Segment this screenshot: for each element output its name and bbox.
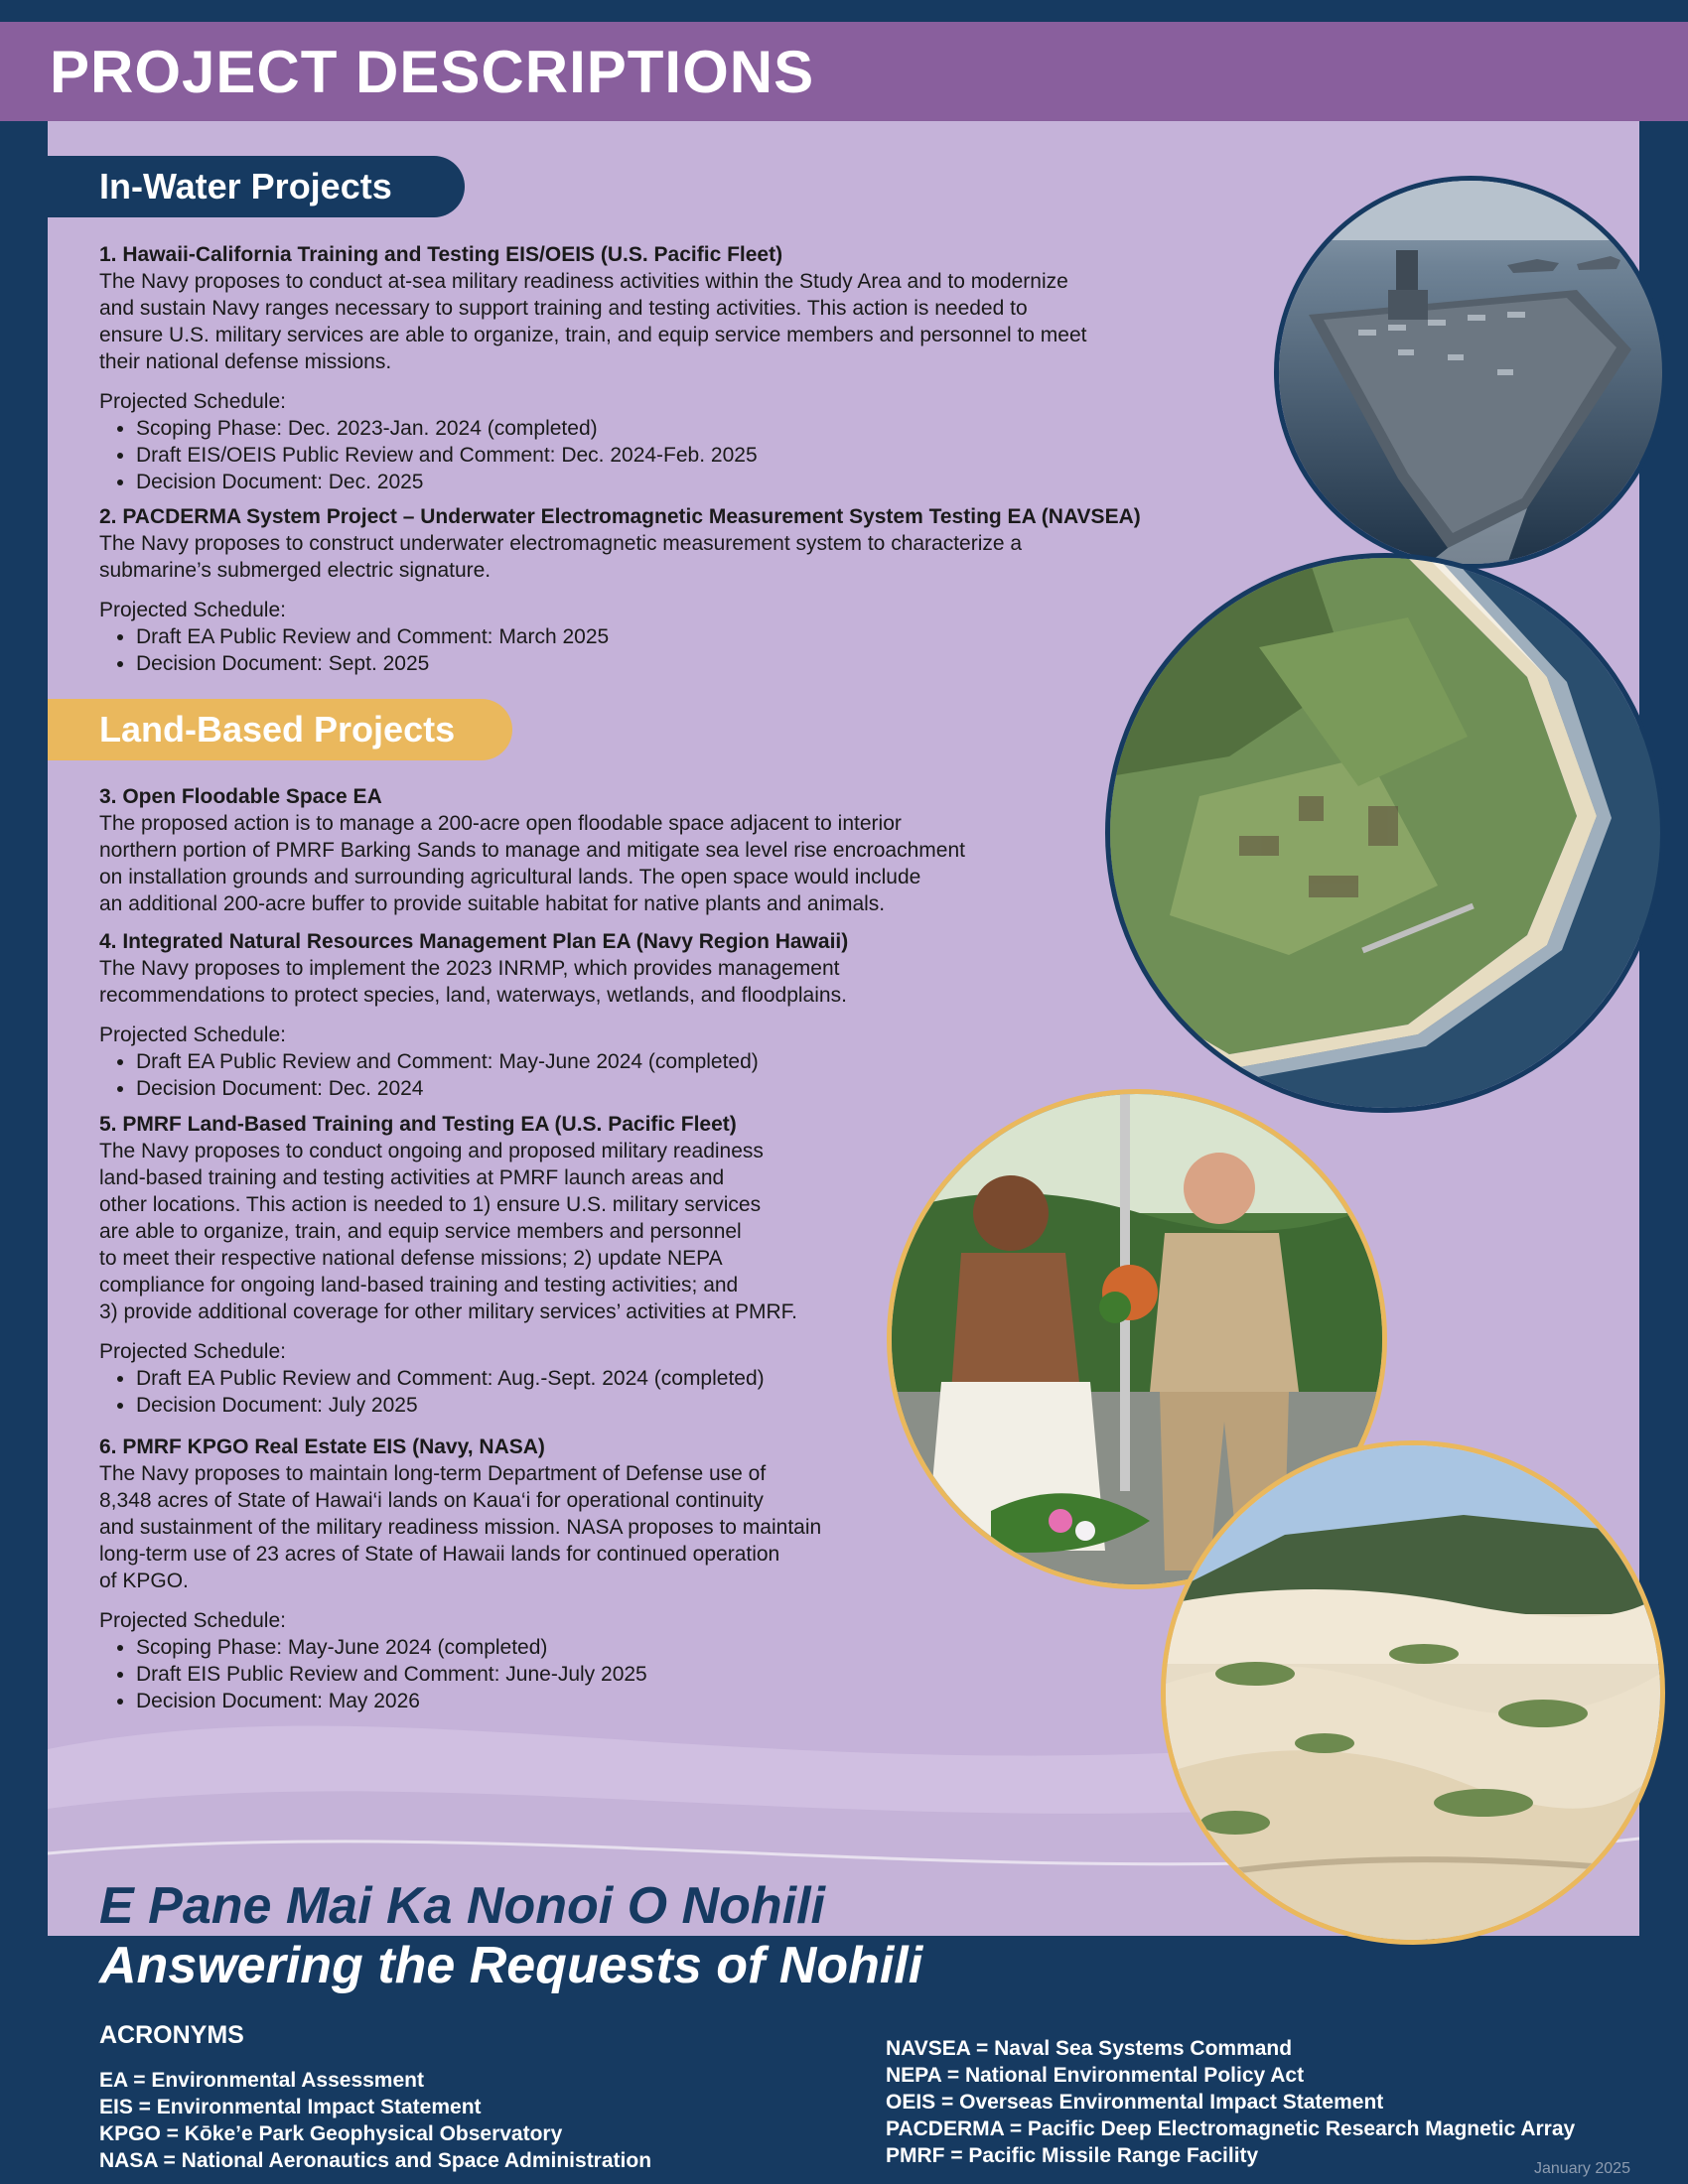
schedule-list (99, 1634, 821, 1714)
schedule-item: • Scoping Phase: May-June 2024 (completed) (136, 1634, 821, 1661)
description-line: The Navy proposes to implement the 2023 INRMP, which provides management (99, 957, 840, 980)
section-tab-land-based: Land-Based Projects (48, 699, 512, 760)
acronym-entry: NASA = National Aeronautics and Space Administration (99, 2149, 652, 2172)
description-line: 8,348 acres of State of Hawai‘i lands on Kaua‘i for operational continuity (99, 1489, 764, 1512)
project-title: 5. PMRF Land-Based Training and Testing EA (U.S. Pacific Fleet) (99, 1113, 737, 1136)
project-description (99, 810, 965, 917)
schedule-list (99, 1048, 848, 1102)
date-stamp: January 2025 (1534, 2160, 1630, 2177)
schedule-item: • Draft EA Public Review and Comment: Aug.-Sept. 2024 (completed) (136, 1365, 797, 1392)
schedule-item: • Decision Document: Dec. 2024 (136, 1075, 848, 1102)
acronym-entry: KPGO = Kōke’e Park Geophysical Observatory (99, 2122, 563, 2145)
aircraft-carrier-photo (1274, 176, 1667, 569)
description-line: and sustain Navy ranges necessary to support training and testing activities. This action is needed to (99, 297, 1028, 320)
schedule-label: Projected Schedule: (99, 599, 286, 621)
project-description (99, 268, 1087, 375)
schedule-item: • Draft EIS Public Review and Comment: June-July 2025 (136, 1661, 821, 1688)
project-title: 4. Integrated Natural Resources Management Plan EA (Navy Region Hawaii) (99, 930, 849, 953)
description-line: an additional 200-acre buffer to provide suitable habitat for native plants and animals. (99, 892, 886, 915)
description-line: The Navy proposes to conduct at-sea military readiness activities within the Study Area and to modernize (99, 270, 1068, 293)
sand-dunes-photo (1161, 1440, 1665, 1945)
schedule-item: • Draft EA Public Review and Comment: May-June 2024 (completed) (136, 1048, 848, 1075)
description-line: their national defense missions. (99, 350, 392, 373)
schedule-list (99, 415, 1087, 495)
description-line: The Navy proposes to construct underwater electromagnetic measurement system to characterize a (99, 532, 1023, 555)
project-description (99, 1138, 797, 1325)
schedule-item: • Draft EA Public Review and Comment: March 2025 (136, 623, 1141, 650)
description-line: and sustainment of the military readiness mission. NASA proposes to maintain (99, 1516, 822, 1539)
description-line: The Navy proposes to maintain long-term Department of Defense use of (99, 1462, 767, 1485)
project-title: 1. Hawaii-California Training and Testing EIS/OEIS (U.S. Pacific Fleet) (99, 243, 783, 266)
project-1 (99, 241, 1087, 495)
description-line: are able to organize, train, and equip service members and personnel (99, 1220, 742, 1243)
schedule-label: Projected Schedule: (99, 1609, 286, 1632)
schedule-list (99, 1365, 797, 1419)
slogan-hawaiian: E Pane Mai Ka Nonoi O Nohili (99, 1877, 825, 1935)
project-3 (99, 783, 965, 917)
schedule-list (99, 623, 1141, 677)
description-line: The proposed action is to manage a 200-acre open floodable space adjacent to interior (99, 812, 902, 835)
section-tab-in-water: In-Water Projects (48, 156, 465, 217)
schedule-item: • Decision Document: July 2025 (136, 1392, 797, 1419)
schedule-item: • Decision Document: Sept. 2025 (136, 650, 1141, 677)
schedule-item: • Decision Document: Dec. 2025 (136, 469, 1087, 495)
acronyms-right-column (886, 2035, 1575, 2169)
acronyms-heading: ACRONYMS (99, 2021, 244, 2049)
project-title: 3. Open Floodable Space EA (99, 785, 382, 808)
acronym-entry: EIS = Environmental Impact Statement (99, 2096, 482, 2118)
description-line: submarine’s submerged electric signature. (99, 559, 492, 582)
acronym-entry: OEIS = Overseas Environmental Impact Statement (886, 2091, 1384, 2114)
acronyms-left-column (99, 2067, 651, 2174)
description-line: of KPGO. (99, 1570, 189, 1592)
page-title: PROJECT DESCRIPTIONS (50, 39, 815, 105)
acronym-entry: PMRF = Pacific Missile Range Facility (886, 2144, 1259, 2167)
description-line: compliance for ongoing land-based training and testing activities; and (99, 1274, 739, 1297)
description-line: ensure U.S. military services are able to organize, train, and equip service members and personnel to meet (99, 324, 1087, 346)
project-5 (99, 1111, 797, 1419)
description-line: 3) provide additional coverage for other military services’ activities at PMRF. (99, 1300, 797, 1323)
slogan-english: Answering the Requests of Nohili (99, 1937, 923, 1994)
schedule-item: • Decision Document: May 2026 (136, 1688, 821, 1714)
description-line: northern portion of PMRF Barking Sands to manage and mitigate sea level rise encroachment (99, 839, 965, 862)
description-line: to meet their respective national defense missions; 2) update NEPA (99, 1247, 723, 1270)
acronym-entry: EA = Environmental Assessment (99, 2069, 424, 2092)
schedule-item: • Scoping Phase: Dec. 2023-Jan. 2024 (completed) (136, 415, 1087, 442)
description-line: land-based training and testing activities at PMRF launch areas and (99, 1166, 725, 1189)
project-description (99, 1460, 821, 1594)
description-line: The Navy proposes to conduct ongoing and proposed military readiness (99, 1140, 764, 1162)
project-2 (99, 503, 1141, 677)
project-description (99, 955, 848, 1009)
project-description (99, 530, 1141, 584)
description-line: recommendations to protect species, land, waterways, wetlands, and floodplains. (99, 984, 847, 1007)
project-6 (99, 1433, 821, 1714)
description-line: other locations. This action is needed to 1) ensure U.S. military services (99, 1193, 762, 1216)
project-title: 2. PACDERMA System Project – Underwater Electromagnetic Measurement System Testing EA (NAVSEA) (99, 505, 1141, 528)
description-line: long-term use of 23 acres of State of Hawaii lands for continued operation (99, 1543, 780, 1566)
schedule-item: • Draft EIS/OEIS Public Review and Comment: Dec. 2024-Feb. 2025 (136, 442, 1087, 469)
acronym-entry: NAVSEA = Naval Sea Systems Command (886, 2037, 1293, 2060)
aerial-island-photo (1105, 553, 1665, 1113)
project-title: 6. PMRF KPGO Real Estate EIS (Navy, NASA) (99, 1435, 545, 1458)
schedule-label: Projected Schedule: (99, 1024, 286, 1046)
acronym-entry: NEPA = National Environmental Policy Act (886, 2064, 1305, 2087)
schedule-label: Projected Schedule: (99, 1340, 286, 1363)
project-4 (99, 928, 848, 1102)
description-line: on installation grounds and surrounding agricultural lands. The open space would include (99, 866, 921, 888)
acronym-entry: PACDERMA = Pacific Deep Electromagnetic Research Magnetic Array (886, 2117, 1576, 2140)
schedule-label: Projected Schedule: (99, 390, 286, 413)
